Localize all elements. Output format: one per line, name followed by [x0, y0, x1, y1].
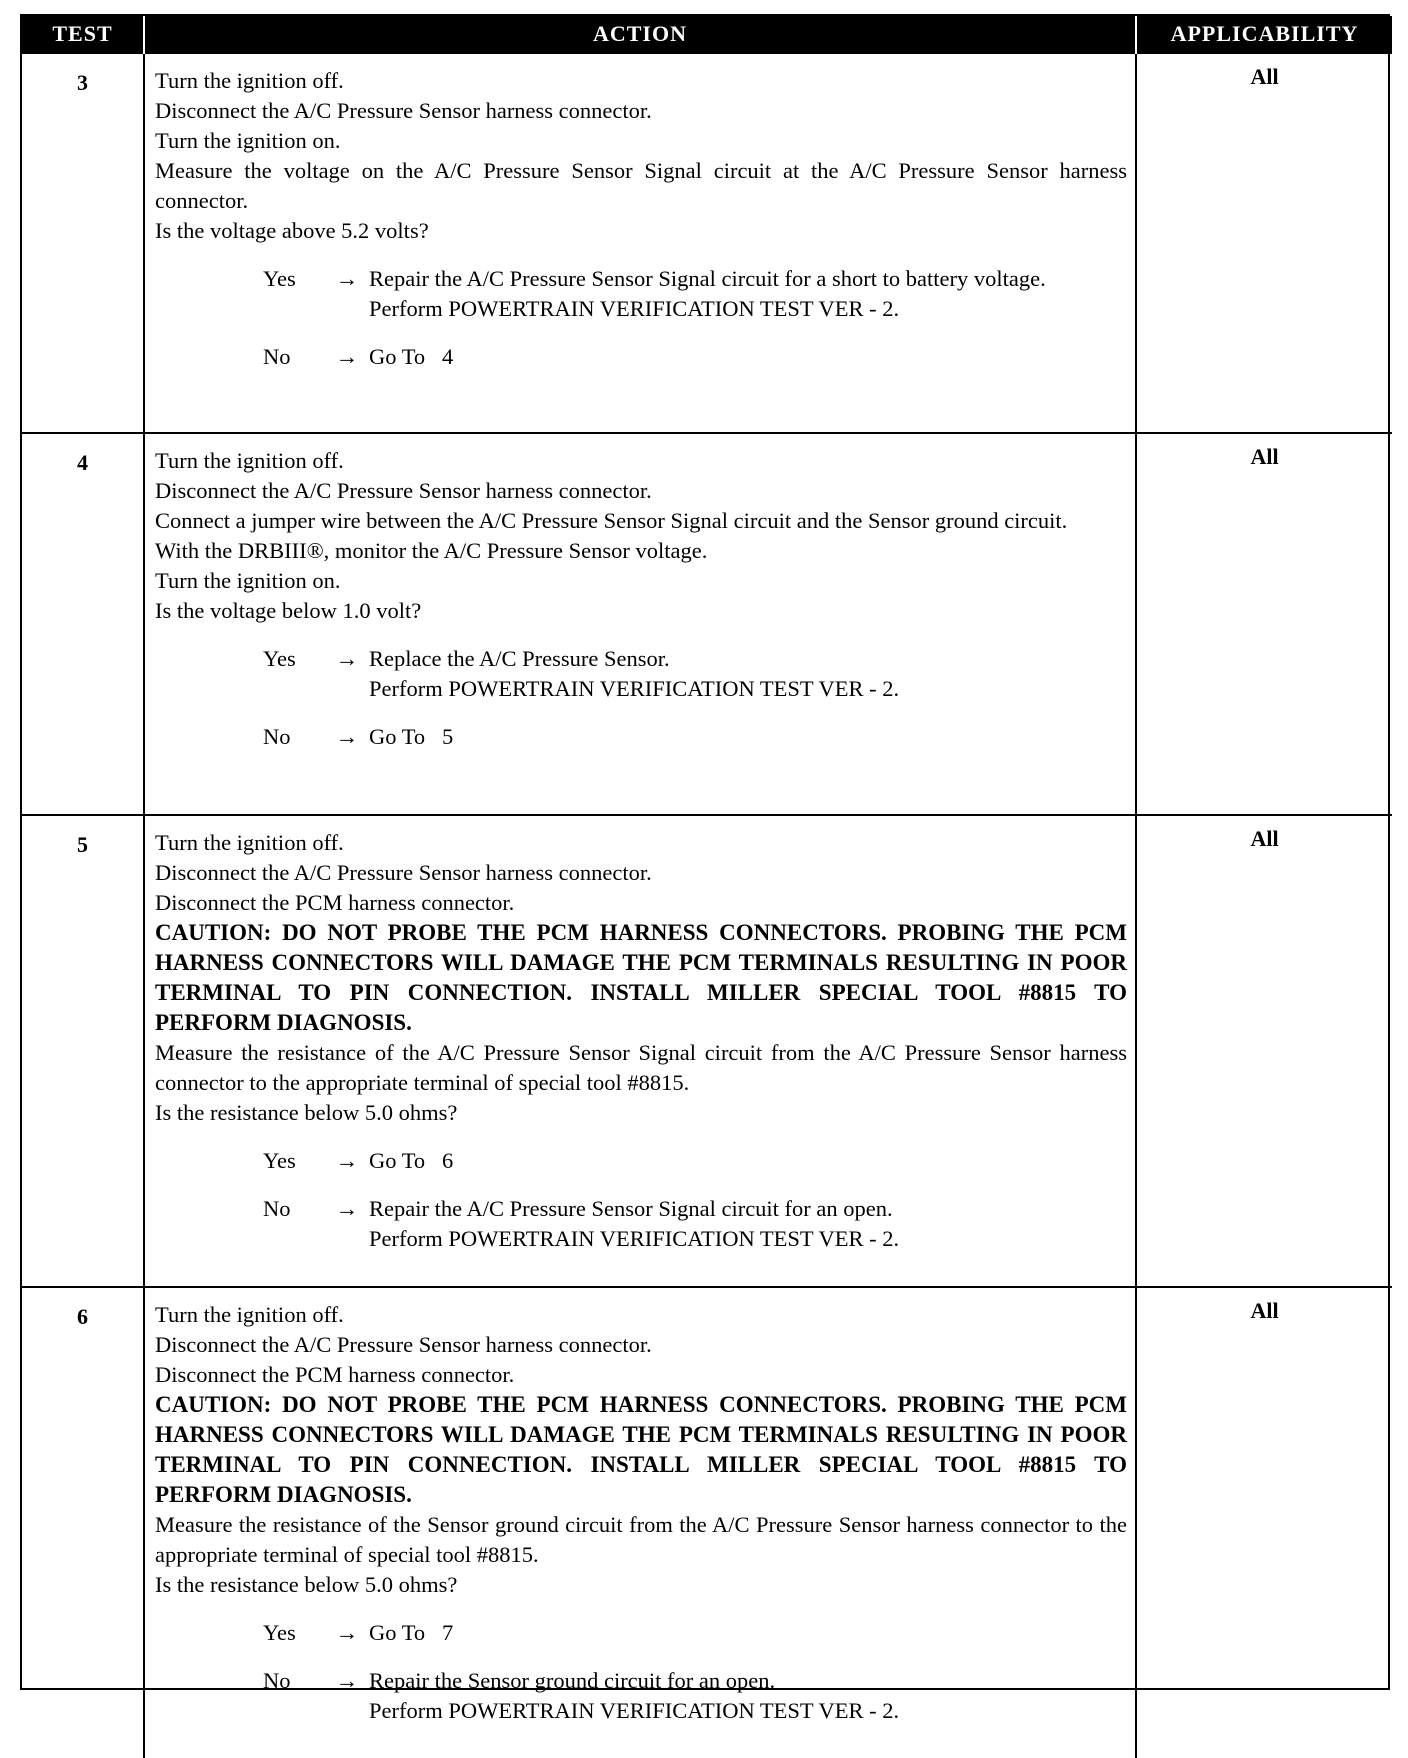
no-label: No: [263, 344, 291, 369]
result-text: Go To 5: [369, 724, 454, 749]
no-result: [155, 342, 1127, 372]
action-step: Disconnect the PCM harness connector.: [155, 1362, 515, 1387]
test-number: 6: [22, 1287, 144, 1758]
yes-label: Yes: [263, 1148, 296, 1173]
result-line: Perform POWERTRAIN VERIFICATION TEST VER - 2.: [369, 1226, 900, 1251]
result-line: Replace the A/C Pressure Sensor.: [369, 646, 670, 671]
applicability-value: All: [1136, 815, 1392, 1287]
result-line: Repair the A/C Pressure Sensor Signal circuit for a short to battery voltage.: [369, 266, 1046, 291]
applicability-value: All: [1136, 1287, 1392, 1758]
result-line: Repair the A/C Pressure Sensor Signal circuit for an open.: [369, 1196, 893, 1221]
result-text: Go To 6: [369, 1148, 454, 1173]
action-step: Disconnect the A/C Pressure Sensor harness connector.: [155, 478, 652, 503]
action-step: Turn the ignition on.: [155, 128, 341, 153]
action-cell: [144, 433, 1136, 815]
test-number: 4: [22, 433, 144, 815]
arrow-icon: →: [335, 1148, 359, 1173]
arrow-icon: →: [335, 646, 359, 671]
action-cell: [144, 815, 1136, 1287]
caution-text: CAUTION: DO NOT PROBE THE PCM HARNESS CONNECTORS. PROBING THE PCM HARNESS CONNECTORS WILL DAMAGE THE PCM TERMINALS RESULTING IN POOR TERMINAL TO PIN CONNECTION. INSTALL MILLER SPECIAL TOOL #8815 TO PERFORM DIAGNOSIS.: [155, 920, 1127, 1035]
action-step: Is the resistance below 5.0 ohms?: [155, 1572, 458, 1597]
arrow-icon: →: [335, 266, 359, 291]
action-step: With the DRBIII®, monitor the A/C Pressure Sensor voltage.: [155, 538, 708, 563]
action-cell: [144, 53, 1136, 433]
arrow-icon: →: [335, 1668, 359, 1693]
arrow-icon: →: [335, 724, 359, 749]
result-text: [369, 264, 1127, 324]
action-step: Turn the ignition off.: [155, 448, 344, 473]
action-step: Disconnect the A/C Pressure Sensor harness connector.: [155, 98, 652, 123]
header-test: TEST: [22, 16, 144, 53]
no-result: [155, 1194, 1127, 1254]
action-step: Disconnect the A/C Pressure Sensor harness connector.: [155, 860, 652, 885]
arrow-icon: →: [335, 1196, 359, 1221]
yes-label: Yes: [263, 1620, 296, 1645]
caution-text: CAUTION: DO NOT PROBE THE PCM HARNESS CONNECTORS. PROBING THE PCM HARNESS CONNECTORS WILL DAMAGE THE PCM TERMINALS RESULTING IN POOR TERMINAL TO PIN CONNECTION. INSTALL MILLER SPECIAL TOOL #8815 TO PERFORM DIAGNOSIS.: [155, 1392, 1127, 1507]
action-step: Turn the ignition on.: [155, 568, 341, 593]
action-cell: [144, 1287, 1136, 1758]
action-step: Measure the resistance of the Sensor ground circuit from the A/C Pressure Sensor harness connector to the appropriate terminal of special tool #8815.: [155, 1512, 1127, 1567]
test-number: 5: [22, 815, 144, 1287]
result-line: Perform POWERTRAIN VERIFICATION TEST VER - 2.: [369, 296, 900, 321]
result-text: [369, 644, 1127, 704]
action-step: Turn the ignition off.: [155, 68, 344, 93]
action-step: Connect a jumper wire between the A/C Pressure Sensor Signal circuit and the Sensor ground circuit.: [155, 508, 1068, 533]
result-line: Repair the Sensor ground circuit for an open.: [369, 1668, 776, 1693]
yes-result: [155, 644, 1127, 704]
no-result: [155, 722, 1127, 752]
arrow-icon: →: [335, 344, 359, 369]
action-step: Measure the voltage on the A/C Pressure Sensor Signal circuit at the A/C Pressure Sensor harness connector.: [155, 158, 1127, 213]
no-label: No: [263, 1668, 291, 1693]
test-row-4: [22, 433, 1392, 815]
applicability-value: All: [1136, 53, 1392, 433]
test-row-3: [22, 53, 1392, 433]
action-step: Turn the ignition off.: [155, 830, 344, 855]
action-step: Is the voltage above 5.2 volts?: [155, 218, 429, 243]
result-text: [369, 1666, 1127, 1726]
action-step: Is the voltage below 1.0 volt?: [155, 598, 422, 623]
result-text: [369, 1194, 1127, 1254]
no-label: No: [263, 1196, 291, 1221]
arrow-icon: →: [335, 1620, 359, 1645]
table-header-row: [22, 16, 1392, 53]
result-text: Go To 7: [369, 1620, 454, 1645]
header-applicability: APPLICABILITY: [1136, 16, 1392, 53]
result-text: Go To 4: [369, 344, 454, 369]
yes-label: Yes: [263, 646, 296, 671]
applicability-value: All: [1136, 433, 1392, 815]
no-result: [155, 1666, 1127, 1726]
diagnostic-test-table: [20, 14, 1390, 1723]
test-row-6: [22, 1287, 1392, 1758]
header-action: ACTION: [144, 16, 1136, 53]
yes-result: [155, 1618, 1127, 1648]
result-line: Perform POWERTRAIN VERIFICATION TEST VER - 2.: [369, 1698, 900, 1723]
no-label: No: [263, 724, 291, 749]
test-row-5: [22, 815, 1392, 1287]
yes-label: Yes: [263, 266, 296, 291]
yes-result: [155, 1146, 1127, 1176]
action-step: Is the resistance below 5.0 ohms?: [155, 1100, 458, 1125]
result-line: Perform POWERTRAIN VERIFICATION TEST VER - 2.: [369, 676, 900, 701]
test-number: 3: [22, 53, 144, 433]
action-step: Measure the resistance of the A/C Pressure Sensor Signal circuit from the A/C Pressure Sensor harness connector to the appropriate terminal of special tool #8815.: [155, 1040, 1127, 1095]
action-step: Disconnect the PCM harness connector.: [155, 890, 515, 915]
yes-result: [155, 264, 1127, 324]
action-step: Disconnect the A/C Pressure Sensor harness connector.: [155, 1332, 652, 1357]
action-step: Turn the ignition off.: [155, 1302, 344, 1327]
test-table: [22, 16, 1392, 1758]
